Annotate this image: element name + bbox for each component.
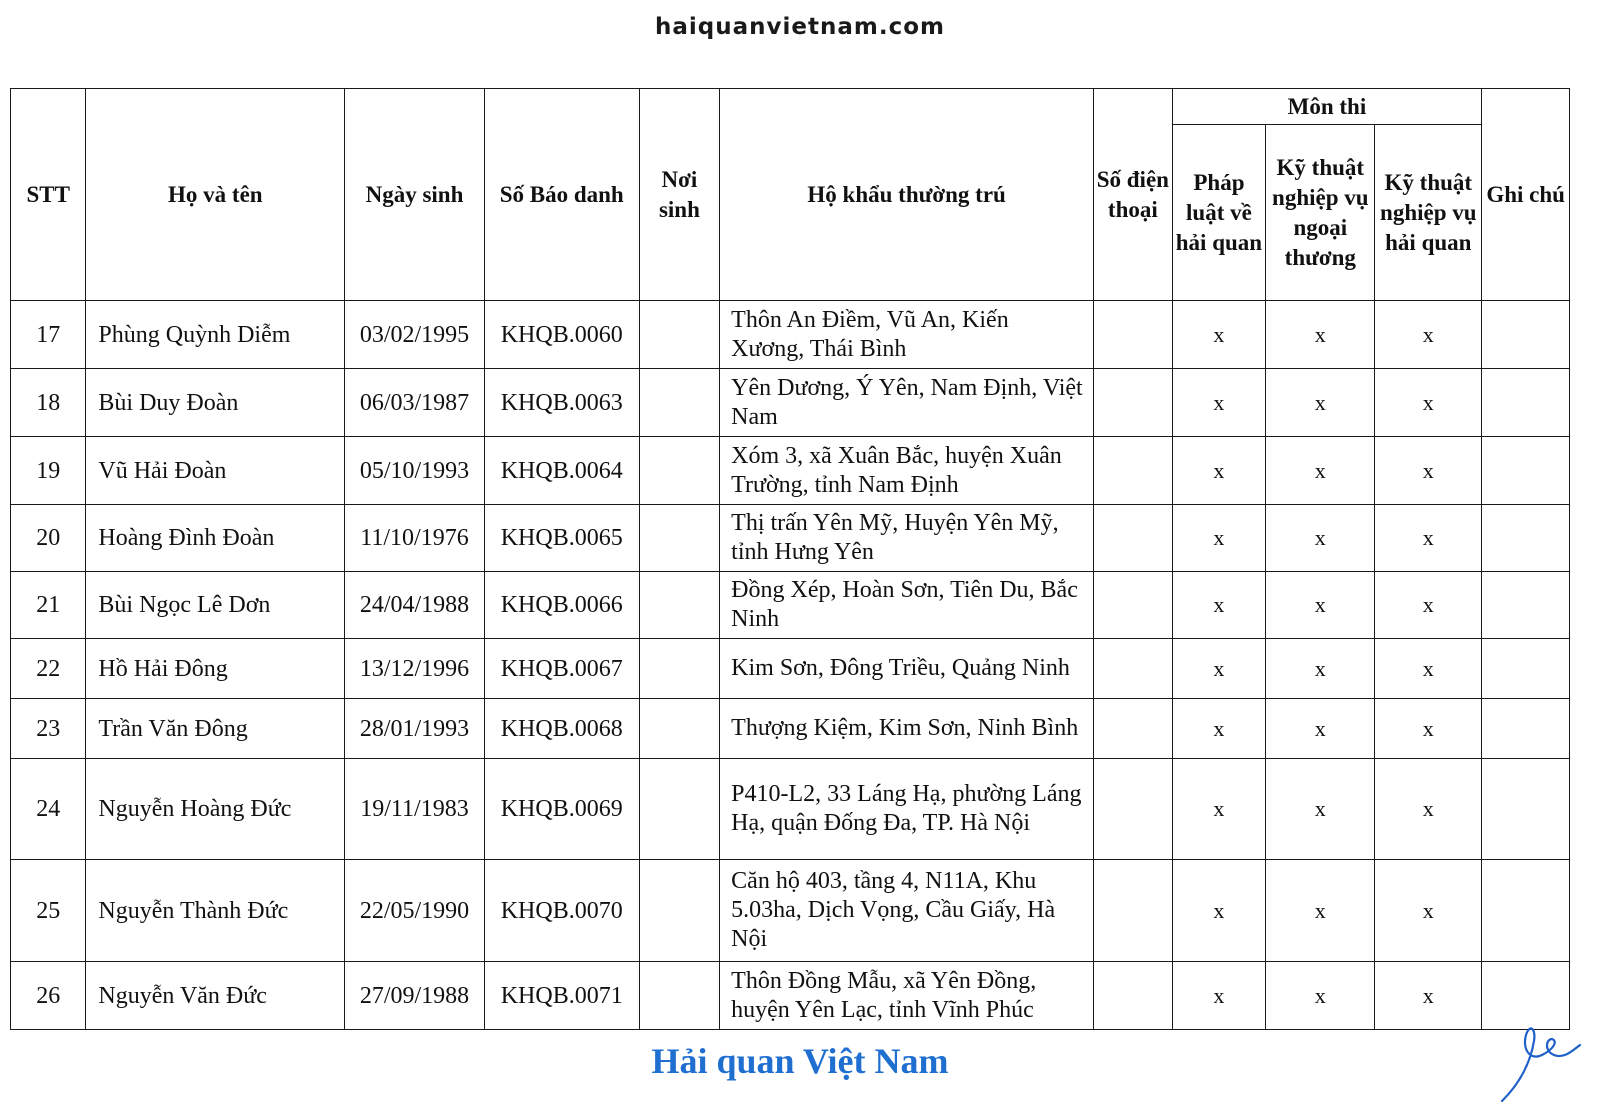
- row-subject-customs: x: [1375, 639, 1482, 699]
- row-subject-law: x: [1172, 505, 1266, 572]
- row-subject-law: x: [1172, 860, 1266, 962]
- row-subject-trade: x: [1266, 962, 1375, 1030]
- row-sbd: KHQB.0071: [484, 962, 639, 1030]
- row-subject-law: x: [1172, 369, 1266, 437]
- row-sbd: KHQB.0065: [484, 505, 639, 572]
- row-subject-customs: x: [1375, 759, 1482, 860]
- row-dob: 24/04/1988: [345, 572, 485, 639]
- candidate-table: [10, 88, 1570, 1030]
- row-subject-trade: x: [1266, 505, 1375, 572]
- row-phone: [1094, 301, 1172, 369]
- row-stt: 25: [11, 860, 86, 962]
- row-pob: [639, 699, 719, 759]
- footer-watermark: Hải quan Việt Nam: [651, 1041, 949, 1081]
- table-row: [11, 699, 1570, 759]
- row-name: Bùi Ngọc Lê Dơn: [86, 572, 345, 639]
- row-stt: 23: [11, 699, 86, 759]
- row-address: Đồng Xép, Hoàn Sơn, Tiên Du, Bắc Ninh: [720, 572, 1094, 639]
- row-subject-trade: x: [1266, 572, 1375, 639]
- row-note: [1482, 572, 1570, 639]
- row-subject-customs: x: [1375, 962, 1482, 1030]
- row-pob: [639, 759, 719, 860]
- row-name: Nguyễn Văn Đức: [86, 962, 345, 1030]
- row-note: [1482, 369, 1570, 437]
- row-dob: 11/10/1976: [345, 505, 485, 572]
- row-subject-law: x: [1172, 699, 1266, 759]
- signature-mark: [1500, 1005, 1590, 1105]
- row-subject-trade: x: [1266, 860, 1375, 962]
- table-row: [11, 962, 1570, 1030]
- row-dob: 13/12/1996: [345, 639, 485, 699]
- row-phone: [1094, 699, 1172, 759]
- row-subject-trade: x: [1266, 301, 1375, 369]
- row-sbd: KHQB.0066: [484, 572, 639, 639]
- row-sbd: KHQB.0069: [484, 759, 639, 860]
- row-subject-customs: x: [1375, 860, 1482, 962]
- row-subject-trade: x: [1266, 639, 1375, 699]
- row-address: Xóm 3, xã Xuân Bắc, huyện Xuân Trường, tỉnh Nam Định: [720, 437, 1094, 505]
- row-pob: [639, 860, 719, 962]
- row-stt: 17: [11, 301, 86, 369]
- table-row: [11, 437, 1570, 505]
- row-subject-law: x: [1172, 759, 1266, 860]
- row-name: Phùng Quỳnh Diễm: [86, 301, 345, 369]
- row-subject-law: x: [1172, 301, 1266, 369]
- row-phone: [1094, 860, 1172, 962]
- table-row: [11, 639, 1570, 699]
- row-note: [1482, 759, 1570, 860]
- row-subject-law: x: [1172, 437, 1266, 505]
- row-phone: [1094, 505, 1172, 572]
- site-url: haiquanvietnam.com: [655, 14, 945, 40]
- row-phone: [1094, 369, 1172, 437]
- header-subject-customs: Kỹ thuật nghiệp vụ hải quan: [1375, 125, 1482, 301]
- row-stt: 26: [11, 962, 86, 1030]
- row-dob: 03/02/1995: [345, 301, 485, 369]
- row-dob: 06/03/1987: [345, 369, 485, 437]
- row-name: Nguyễn Thành Đức: [86, 860, 345, 962]
- table-body: [11, 301, 1570, 1030]
- row-name: Bùi Duy Đoàn: [86, 369, 345, 437]
- row-subject-law: x: [1172, 962, 1266, 1030]
- row-subject-law: x: [1172, 572, 1266, 639]
- header-name: Họ và tên: [86, 89, 345, 301]
- row-address: Kim Sơn, Đông Triều, Quảng Ninh: [720, 639, 1094, 699]
- row-subject-customs: x: [1375, 505, 1482, 572]
- row-address: Thượng Kiệm, Kim Sơn, Ninh Bình: [720, 699, 1094, 759]
- table-row: [11, 505, 1570, 572]
- header-note: Ghi chú: [1482, 89, 1570, 301]
- header-subject-trade: Kỹ thuật nghiệp vụ ngoại thương: [1266, 125, 1375, 301]
- row-stt: 20: [11, 505, 86, 572]
- table-row: [11, 759, 1570, 860]
- row-subject-customs: x: [1375, 301, 1482, 369]
- row-dob: 05/10/1993: [345, 437, 485, 505]
- row-stt: 21: [11, 572, 86, 639]
- row-pob: [639, 572, 719, 639]
- table-row: [11, 369, 1570, 437]
- row-subject-customs: x: [1375, 699, 1482, 759]
- row-note: [1482, 639, 1570, 699]
- header-pob: Nơi sinh: [639, 89, 719, 301]
- header-stt: STT: [11, 89, 86, 301]
- row-phone: [1094, 962, 1172, 1030]
- row-note: [1482, 505, 1570, 572]
- row-note: [1482, 860, 1570, 962]
- row-pob: [639, 639, 719, 699]
- row-subject-customs: x: [1375, 572, 1482, 639]
- row-stt: 19: [11, 437, 86, 505]
- row-sbd: KHQB.0064: [484, 437, 639, 505]
- row-address: Căn hộ 403, tầng 4, N11A, Khu 5.03ha, Dịch Vọng, Cầu Giấy, Hà Nội: [720, 860, 1094, 962]
- row-subject-trade: x: [1266, 699, 1375, 759]
- row-note: [1482, 699, 1570, 759]
- row-address: Thôn Đồng Mẫu, xã Yên Đồng, huyện Yên Lạc, tỉnh Vĩnh Phúc: [720, 962, 1094, 1030]
- row-pob: [639, 301, 719, 369]
- row-dob: 28/01/1993: [345, 699, 485, 759]
- table-row: [11, 301, 1570, 369]
- table-row: [11, 572, 1570, 639]
- row-address: Thôn An Điềm, Vũ An, Kiến Xương, Thái Bình: [720, 301, 1094, 369]
- header-sbd: Số Báo danh: [484, 89, 639, 301]
- row-name: Hoàng Đình Đoàn: [86, 505, 345, 572]
- row-address: Thị trấn Yên Mỹ, Huyện Yên Mỹ, tỉnh Hưng Yên: [720, 505, 1094, 572]
- row-subject-customs: x: [1375, 369, 1482, 437]
- row-stt: 18: [11, 369, 86, 437]
- row-name: Nguyễn Hoàng Đức: [86, 759, 345, 860]
- row-sbd: KHQB.0060: [484, 301, 639, 369]
- row-stt: 22: [11, 639, 86, 699]
- header-phone: Số điện thoại: [1094, 89, 1172, 301]
- row-pob: [639, 437, 719, 505]
- header-dob: Ngày sinh: [345, 89, 485, 301]
- row-pob: [639, 369, 719, 437]
- row-name: Hồ Hải Đông: [86, 639, 345, 699]
- row-phone: [1094, 437, 1172, 505]
- row-sbd: KHQB.0068: [484, 699, 639, 759]
- row-note: [1482, 301, 1570, 369]
- row-sbd: KHQB.0063: [484, 369, 639, 437]
- header-subjects-group: Môn thi: [1172, 89, 1482, 125]
- row-sbd: KHQB.0070: [484, 860, 639, 962]
- row-pob: [639, 962, 719, 1030]
- row-note: [1482, 437, 1570, 505]
- row-stt: 24: [11, 759, 86, 860]
- row-name: Trần Văn Đông: [86, 699, 345, 759]
- row-subject-trade: x: [1266, 437, 1375, 505]
- table-row: [11, 860, 1570, 962]
- header-subject-law: Pháp luật về hải quan: [1172, 125, 1266, 301]
- row-address: Yên Dương, Ý Yên, Nam Định, Việt Nam: [720, 369, 1094, 437]
- row-dob: 27/09/1988: [345, 962, 485, 1030]
- row-sbd: KHQB.0067: [484, 639, 639, 699]
- row-subject-law: x: [1172, 639, 1266, 699]
- row-subject-trade: x: [1266, 759, 1375, 860]
- row-phone: [1094, 759, 1172, 860]
- row-pob: [639, 505, 719, 572]
- header-address: Hộ khẩu thường trú: [720, 89, 1094, 301]
- row-address: P410-L2, 33 Láng Hạ, phường Láng Hạ, quận Đống Đa, TP. Hà Nội: [720, 759, 1094, 860]
- row-subject-customs: x: [1375, 437, 1482, 505]
- row-name: Vũ Hải Đoàn: [86, 437, 345, 505]
- row-subject-trade: x: [1266, 369, 1375, 437]
- row-dob: 22/05/1990: [345, 860, 485, 962]
- row-phone: [1094, 639, 1172, 699]
- row-dob: 19/11/1983: [345, 759, 485, 860]
- row-phone: [1094, 572, 1172, 639]
